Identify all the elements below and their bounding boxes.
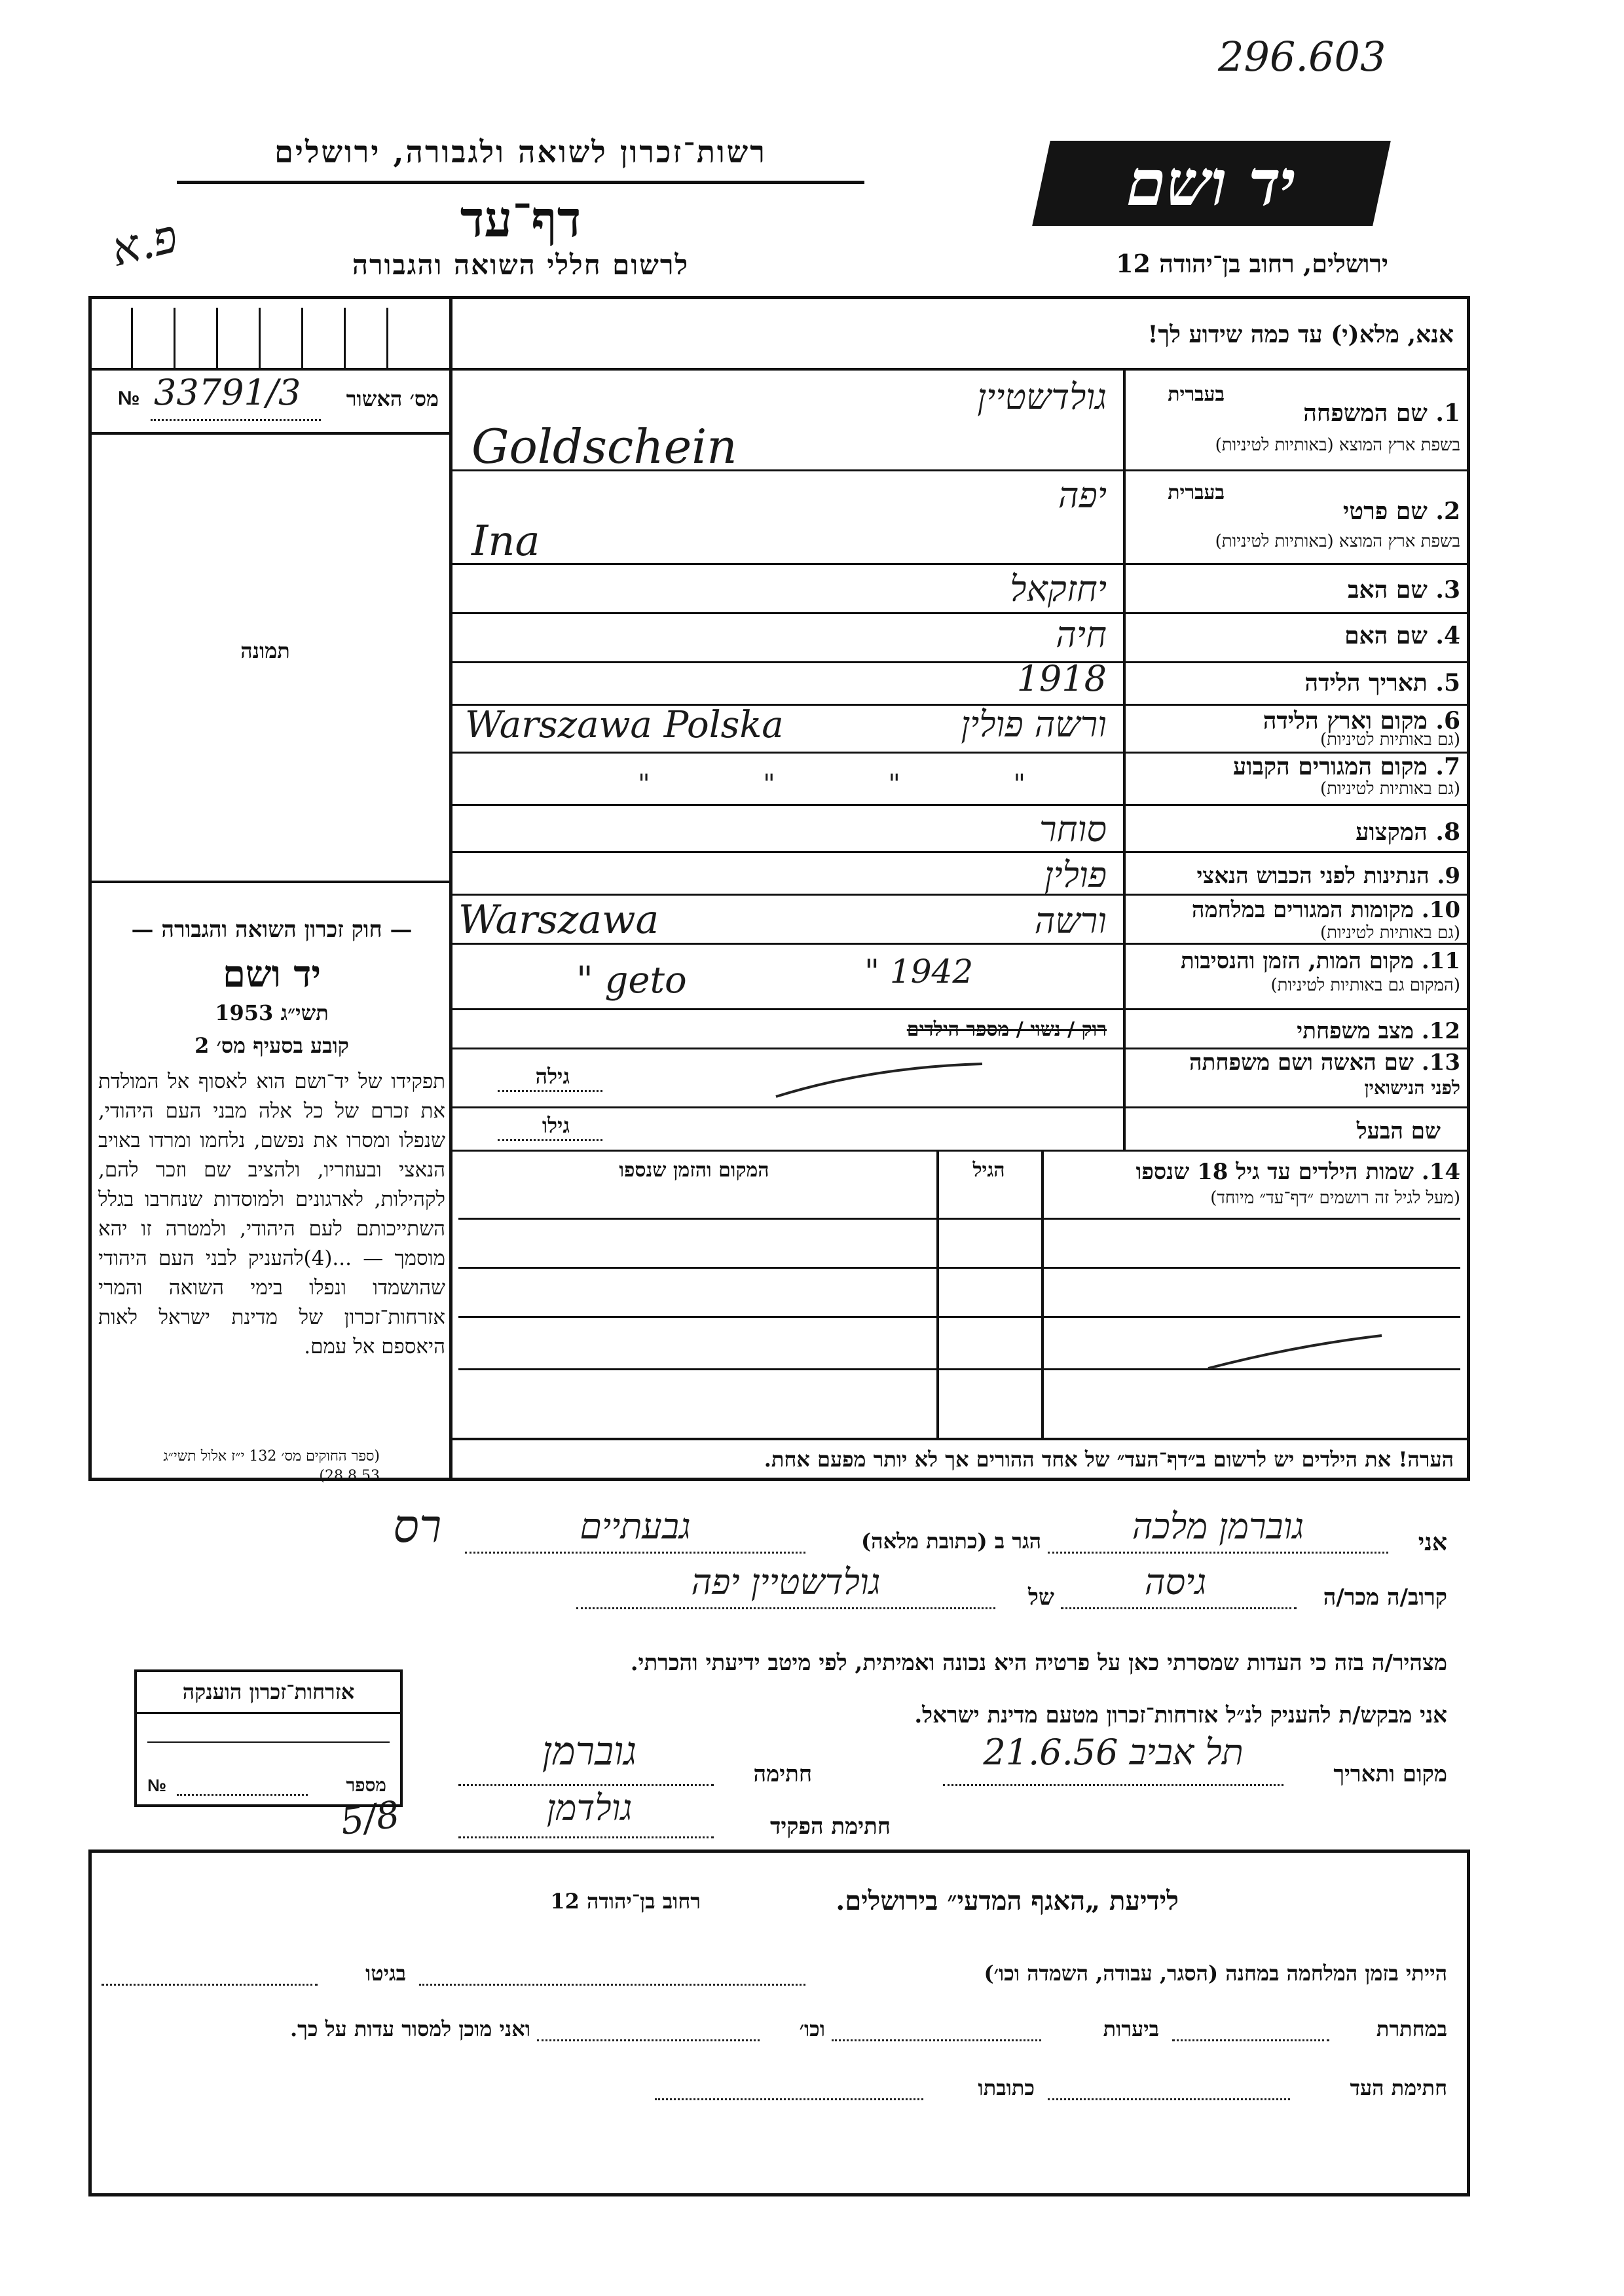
field-11-value-latin[interactable]: " geto — [576, 959, 687, 1002]
children-strike — [1205, 1332, 1388, 1372]
decl-name[interactable]: גוברמן מלכה — [1132, 1506, 1304, 1547]
decl-statement: מצהיר/ה בזה כי העדות שמסרתי כאן על פרטיה היא נכונה ואמיתית, לפי מיטב ידיעתי והכרתי. — [630, 1650, 1447, 1676]
decl-margin-mark: רס — [393, 1499, 442, 1553]
decl-margin-number: 5/8 — [337, 1793, 403, 1844]
field-7-label: 7. מקום המגורים הקבוע — [1232, 753, 1460, 780]
field-1-value-hebrew[interactable]: גולדשטיין — [977, 376, 1107, 418]
field-7-sub: (גם באותיות לטיניות) — [1320, 779, 1460, 799]
field-9-value[interactable]: פולין — [1044, 854, 1107, 896]
decl-signature-label: חתימה — [753, 1761, 812, 1787]
decl-relative-label: קרוב/ה מכר/ה — [1323, 1584, 1447, 1611]
field-3-label: 3. שם האב — [1348, 576, 1460, 604]
decl-officer-signature[interactable]: גולדמן — [546, 1787, 633, 1829]
photo-label: תמונה — [240, 638, 290, 663]
approval-number: 33791/3 — [154, 372, 301, 413]
field-5-label: 5. תאריך הלידה — [1304, 669, 1460, 697]
field-8-label: 8. המקצוע — [1356, 818, 1460, 846]
decl-place-date-label: מקום ותאריך — [1333, 1761, 1447, 1787]
yad-vashem-logo: יד ושם — [1032, 141, 1391, 226]
field-9-label: 9. הנתינות לפני הכבוש הנאצי — [1196, 863, 1460, 889]
field-13-strike — [773, 1061, 989, 1100]
field-2-hebrew-tag: בעברית — [1168, 481, 1225, 504]
field-label-divider — [1123, 371, 1126, 1150]
law-source: (ספר החוקים מס׳ 132 י״ז אלול תשי״ג 28.8.53) — [163, 1448, 380, 1484]
field-2-sub: בשפת ארץ המוצא (באותיות לטיניות) — [1215, 532, 1460, 551]
field-13-label: 13. שם האשה ושם משפחתה — [1189, 1049, 1460, 1076]
field-8-value[interactable]: סוחר — [1039, 809, 1107, 850]
field-5-value[interactable]: 1918 — [1016, 658, 1107, 699]
husband-age-label: גילו — [542, 1113, 570, 1138]
decl-signature[interactable]: גוברמן — [542, 1728, 637, 1774]
law-title: — חוק זכרון השואה והגבורה — — [131, 917, 413, 943]
authority-line: רשות־זכרון לשואה ולגבורה, ירושלים — [274, 134, 767, 170]
approval-box-rule — [88, 368, 449, 371]
field-2-value-latin[interactable]: Ina — [471, 517, 540, 566]
field-13-sub: לפני הנישואין — [1364, 1077, 1460, 1099]
footer-line2d: ואני מוכן למסור עדות על כך. — [289, 2016, 530, 2041]
field-2-value-hebrew[interactable]: יפה — [1058, 475, 1107, 516]
field-11-label: 11. מקום המות, הזמן והנסיבות — [1180, 948, 1460, 974]
field-4-label: 4. שם האם — [1344, 622, 1460, 649]
footer-title: לידיעת „האגף המדעי״ בירושלים. — [836, 1886, 1179, 1916]
field-1-label: 1. שם המשפחה — [1303, 399, 1460, 427]
header-address: ירושלים, רחוב בן־יהודה 12 — [1116, 249, 1388, 278]
footer-address: רחוב בן־יהודה 12 — [550, 1889, 701, 1914]
law-body: תפקידו של יד־ושם הוא לאסוף אל המולדת את זכרם של כל אלה מבני העם היהודי, שנפלו ומסרו את נפשם, נלחמו ומרדו באויב הנאצי ובעוזריו, ולהציב שם וזכר להם, לקהילות, לארגונים ולמוסדות שנחרבו בגלל השתייכותם לעם היהודי, ולמטרה זו יהא מוסמך — ...(4)להעניק לבני העם היהודי שהושמדו ונפלו בימי השואה והמרי אזרחות־זכרון של מדינת ישראל לאות היאספם אל עמם. — [98, 1070, 445, 1358]
field-10-label: 10. מקומות המגורים במלחמה — [1191, 897, 1460, 923]
field-6-value[interactable]: ורשה פולין — [961, 704, 1107, 745]
footer-line1a: הייתי בזמן המלחמה במחנה (הסגר, עבודה, השמדה וכו׳) — [984, 1961, 1447, 1986]
field-10-sub: (גם באותיות לטיניות) — [1320, 923, 1460, 943]
children-place-header: המקום והזמן שנספו — [619, 1159, 769, 1182]
field-1-value-latin[interactable]: Goldschein — [471, 419, 737, 474]
footer-line3b: כתובתו — [978, 2075, 1035, 2100]
field-13-age-label: גילה — [535, 1064, 570, 1089]
footer-line1b: בגיטו — [365, 1961, 406, 1986]
decl-address[interactable]: גבעתיים — [580, 1506, 691, 1547]
decl-resides-label: הגר ב (כתובת מלאה) — [861, 1529, 1041, 1554]
notice-rule — [449, 368, 1470, 371]
footer-line2b: ביערות — [1103, 2016, 1159, 2041]
field-12-value[interactable]: רוק / נשוי / מספר הילדים — [906, 1018, 1107, 1041]
field-3-value[interactable]: יחזקאל — [1010, 568, 1107, 610]
decl-of-label: של — [1028, 1584, 1054, 1611]
field-2-label: 2. שם פרטי — [1342, 498, 1460, 525]
field-4-value[interactable]: חיה — [1056, 614, 1107, 655]
field-6-sub: (גם באותיות לטיניות) — [1320, 730, 1460, 750]
children-sub: (מעל לגיל זה רושמים ״דף־עד״ מיוחד) — [1210, 1188, 1460, 1208]
citizenship-title: אזרחות־זכרון הוענקה — [182, 1679, 355, 1704]
decl-place-date[interactable]: תל אביב 21.6.56 — [983, 1732, 1244, 1773]
field-10-value[interactable]: ורשה — [1034, 900, 1107, 941]
form-subtitle: לרשום חללי השואה והגבורה — [352, 249, 690, 281]
husband-label: שם הבעל — [1356, 1118, 1441, 1144]
left-column-divider — [449, 296, 452, 1481]
children-age-header: הגיל — [972, 1159, 1005, 1182]
approval-bottom-rule — [88, 432, 449, 435]
approval-no-label: № — [118, 388, 140, 409]
decl-request: אני מבקש/ת להעניק לנ״ל אזרחות־זכרון מטעם מדינת ישראל. — [914, 1702, 1447, 1728]
field-11-sub: (המקום גם באותיות לטיניות) — [1270, 975, 1460, 995]
law-name: יד ושם — [222, 953, 322, 996]
header-rule — [177, 181, 864, 184]
form-title: דף־עד — [460, 190, 581, 248]
field-11-value[interactable]: " 1942 — [864, 953, 974, 991]
field-6-label: 6. מקום וארץ הלידה — [1263, 707, 1460, 735]
footer-line2c: וכו׳ — [799, 2016, 825, 2041]
footer-line2a: במחתרת — [1376, 2016, 1447, 2041]
field-7-value[interactable]: " " " " — [638, 769, 1025, 799]
citizenship-number-label: מספר — [346, 1774, 386, 1796]
margin-note: פ.א — [105, 209, 183, 278]
field-1-hebrew-tag: בעברית — [1168, 383, 1225, 406]
decl-officer-label: חתימת הפקיד — [769, 1813, 891, 1840]
children-row-2 — [458, 1267, 1460, 1269]
decl-of-value[interactable]: גולדשטיין יפה — [691, 1561, 881, 1603]
decl-i-label: אני — [1418, 1529, 1447, 1556]
approval-label: מס׳ האשור — [346, 386, 439, 411]
footer-line3a: חתימת העד — [1350, 2075, 1447, 2100]
archive-number: 296.603 — [1218, 33, 1386, 81]
field-12-label: 12. מצב משפחתי — [1297, 1018, 1460, 1044]
field-1-sub: בשפת ארץ המוצא (באותיות לטיניות) — [1215, 435, 1460, 455]
citizenship-no-label: № — [147, 1776, 166, 1795]
remark-text: הערה! את הילדים יש לרשום ב״דף־העד״ של אחד ההורים אך לא יותר מפעם אחת. — [764, 1447, 1454, 1472]
law-year: תשי״ג 1953 — [215, 1000, 329, 1025]
children-row-1 — [458, 1218, 1460, 1220]
children-label: 14. שמות הילדים עד גיל 18 שנספו — [1135, 1159, 1460, 1185]
notice-text: אנא, מלא(י) עד כמה שידוע לך! — [1147, 321, 1454, 348]
children-col-place-divider — [1041, 1150, 1044, 1438]
decl-relation[interactable]: גיסה — [1144, 1561, 1207, 1603]
law-section: קובע בסעיף מס׳ 2 — [194, 1033, 349, 1058]
remark-rule — [449, 1438, 1470, 1440]
children-col-age-divider — [936, 1150, 939, 1438]
photo-bottom-rule — [88, 881, 449, 883]
children-row-3 — [458, 1316, 1460, 1318]
field-6-value-latin[interactable]: Warszawa Polska — [465, 704, 784, 746]
field-10-value-latin[interactable]: Warszawa — [458, 897, 659, 943]
